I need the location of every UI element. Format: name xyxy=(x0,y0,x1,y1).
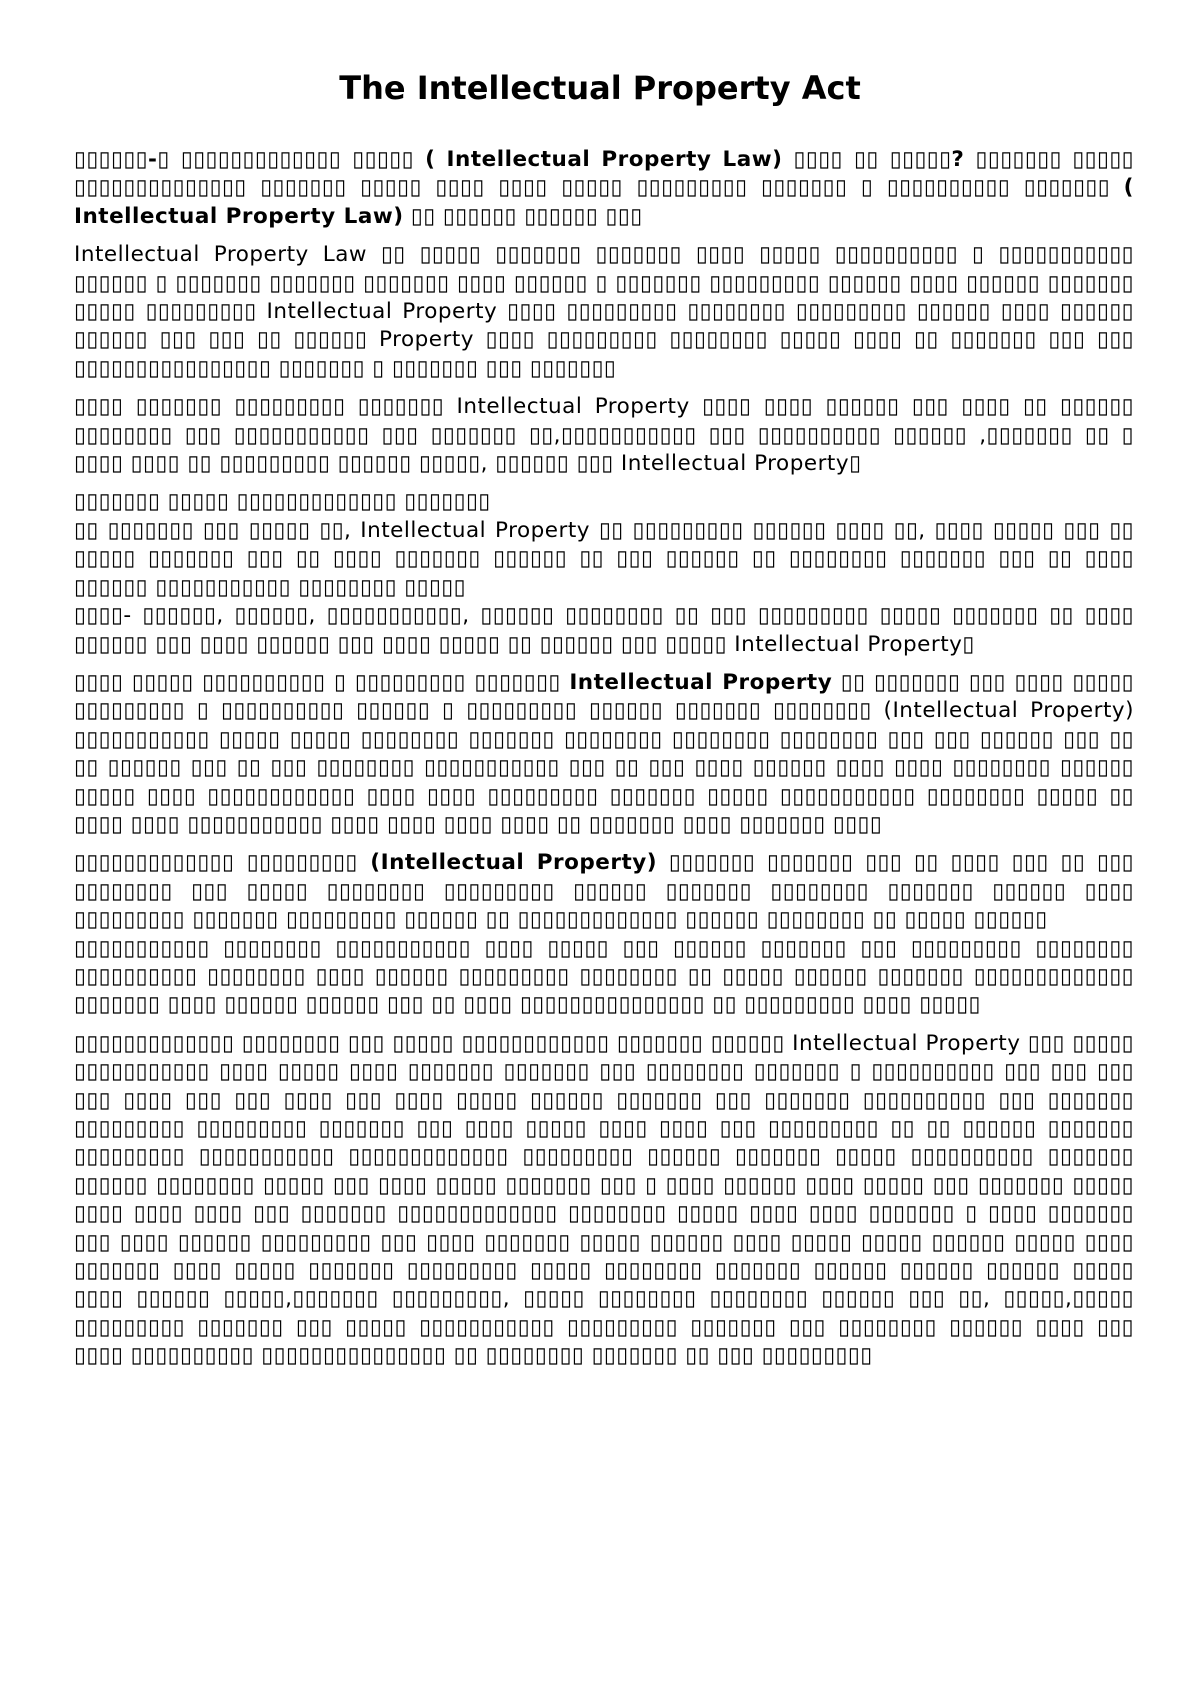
text-run: ▯▯▯▯ ▯▯▯▯▯ ▯▯▯▯▯▯▯▯▯▯ ▯ ▯▯▯▯▯▯▯▯▯ ▯▯▯▯▯▯▯ xyxy=(74,669,570,695)
paragraph xyxy=(74,517,1134,602)
bold-text-run: ( Intellectual Property Law) xyxy=(74,175,1134,229)
bold-text-run: ▯▯▯▯▯▯▯▯▯▯▯▯▯ ▯▯▯▯▯▯▯▯▯ xyxy=(74,850,371,876)
document-body xyxy=(74,146,1134,1381)
text-run: ▯▯▯▯▯▯▯▯▯▯▯▯▯ ▯▯▯▯▯▯▯▯ ▯▯▯ ▯▯▯▯▯ ▯▯▯▯▯▯▯▯▯▯▯▯ ▯▯▯▯▯▯▯ ▯▯▯▯▯▯ Intellectual Property ▯▯▯ ▯▯▯▯▯ ▯▯▯▯▯▯▯▯▯▯▯ ▯▯▯▯ ▯▯▯▯▯ ▯▯▯▯ ▯▯▯▯▯▯▯ ▯▯▯▯▯▯▯ ▯▯▯ ▯▯▯▯▯▯▯▯ ▯▯▯▯▯▯▯ ▯ ▯▯▯▯▯▯▯▯▯▯ ▯▯▯ ▯▯▯ ▯▯▯ ▯▯▯ ▯▯▯▯ ▯▯▯ ▯▯▯ ▯▯▯▯ ▯▯▯ ▯▯▯▯ ▯▯▯▯▯ ▯▯▯▯▯▯ ▯▯▯▯▯▯▯ ▯▯▯ ▯▯▯▯▯▯▯ ▯▯▯▯▯▯▯▯▯▯ ▯▯▯ ▯▯▯▯▯▯▯ ▯▯▯▯▯▯▯▯▯ ▯▯▯▯▯▯▯▯▯ ▯▯▯▯▯▯▯ ▯▯▯ ▯▯▯▯ ▯▯▯▯▯ ▯▯▯▯ ▯▯▯▯ ▯▯▯ ▯▯▯▯▯▯▯▯▯ ▯▯ ▯▯ ▯▯▯▯▯▯ ▯▯▯▯▯▯▯ ▯▯▯▯▯▯▯▯▯ ▯▯▯▯▯▯▯▯▯▯▯ ▯▯▯▯▯▯▯▯▯▯▯▯▯ ▯▯▯▯▯▯▯▯▯ ▯▯▯▯▯▯ ▯▯▯▯▯▯▯ ▯▯▯▯▯ ▯▯▯▯▯▯▯▯▯▯ ▯▯▯▯▯▯▯ ▯▯▯▯▯▯ ▯▯▯▯▯▯▯▯ ▯▯▯▯▯ ▯▯▯ ▯▯▯▯ ▯▯▯▯▯ ▯▯▯▯▯▯▯ ▯▯▯ ▯ ▯▯▯▯ ▯▯▯▯▯▯ ▯▯▯▯ ▯▯▯▯▯ ▯▯▯ ▯▯▯▯▯▯▯ ▯▯▯▯▯ ▯▯▯▯ ▯▯▯▯ ▯▯▯▯ ▯▯▯ ▯▯▯▯▯▯▯ ▯▯▯▯▯▯▯▯▯▯▯▯▯ ▯▯▯▯▯▯▯▯ ▯▯▯▯▯ ▯▯▯▯ ▯▯▯▯ ▯▯▯▯▯▯▯ ▯ ▯▯▯▯ ▯▯▯▯▯▯▯ ▯▯▯ ▯▯▯▯ ▯▯▯▯▯▯ ▯▯▯▯▯▯▯▯▯ ▯▯▯ ▯▯▯▯ ▯▯▯▯▯▯▯ ▯▯▯▯▯ ▯▯▯▯▯▯ ▯▯▯▯ ▯▯▯▯▯ ▯▯▯▯▯ ▯▯▯▯▯▯ ▯▯▯▯▯ ▯▯▯▯ ▯▯▯▯▯▯▯ ▯▯▯▯ ▯▯▯▯▯ ▯▯▯▯▯▯▯ ▯▯▯▯▯▯▯▯▯ ▯▯▯▯▯ ▯▯▯▯▯▯▯▯ ▯▯▯▯▯▯▯ ▯▯▯▯▯▯ ▯▯▯▯▯▯ ▯▯▯▯▯▯ ▯▯▯▯▯ ▯▯▯▯ ▯▯▯▯▯▯ ▯▯▯▯▯,▯▯▯▯▯▯▯ ▯▯▯▯▯▯▯▯▯, ▯▯▯▯▯ ▯▯▯▯▯▯▯▯ ▯▯▯▯▯▯▯▯ ▯▯▯▯▯▯ ▯▯▯ ▯▯, ▯▯▯▯▯,▯▯▯▯▯ ▯▯▯▯▯▯▯▯▯ ▯▯▯▯▯▯▯ ▯▯▯ ▯▯▯▯▯ ▯▯▯▯▯▯▯▯▯▯▯ ▯▯▯▯▯▯▯▯▯ ▯▯▯▯▯▯▯ ▯▯▯ ▯▯▯▯▯▯▯▯ ▯▯▯▯▯▯ ▯▯▯▯ ▯▯▯ ▯▯▯▯ ▯▯▯▯▯▯▯▯▯▯ ▯▯▯▯▯▯▯▯▯▯▯▯▯▯▯ ▯▯ ▯▯▯▯▯▯▯▯ ▯▯▯▯▯▯▯ ▯▯ ▯▯▯ ▯▯▯▯▯▯▯▯▯ xyxy=(74,1030,1134,1369)
paragraph xyxy=(74,1030,1134,1371)
text-run: ▯▯ ▯▯▯▯▯▯▯ ▯▯▯ ▯▯▯▯ ▯▯▯▯▯ ▯▯▯▯▯▯▯▯▯ ▯ ▯▯▯▯▯▯▯▯▯▯ ▯▯▯▯▯▯ ▯ ▯▯▯▯▯▯▯▯▯ ▯▯▯▯▯▯ ▯▯▯▯▯▯▯ ▯▯▯▯▯▯▯▯ (Intellectual Property) ▯▯▯▯▯▯▯▯▯▯▯ ▯▯▯▯▯ ▯▯▯▯▯ ▯▯▯▯▯▯▯▯ ▯▯▯▯▯▯▯ ▯▯▯▯▯▯▯▯ ▯▯▯▯▯▯▯▯ ▯▯▯▯▯▯▯▯ ▯▯▯ ▯▯▯ ▯▯▯▯▯▯ ▯▯▯ ▯▯ ▯▯ ▯▯▯▯▯▯ ▯▯▯ ▯▯ ▯▯▯ ▯▯▯▯▯▯▯▯ ▯▯▯▯▯▯▯▯▯▯▯ ▯▯▯ ▯▯ ▯▯▯ ▯▯▯▯ ▯▯▯▯▯▯ ▯▯▯▯ ▯▯▯▯ ▯▯▯▯▯▯▯▯ ▯▯▯▯▯▯ ▯▯▯▯▯ ▯▯▯▯ ▯▯▯▯▯▯▯▯▯▯▯▯ ▯▯▯▯ ▯▯▯▯ ▯▯▯▯▯▯▯▯▯ ▯▯▯▯▯▯▯ ▯▯▯▯▯ ▯▯▯▯▯▯▯▯▯▯▯ ▯▯▯▯▯▯▯▯ ▯▯▯▯▯ ▯▯ ▯▯▯▯ ▯▯▯▯ ▯▯▯▯▯▯▯▯▯▯▯ ▯▯▯▯ ▯▯▯▯ ▯▯▯▯ ▯▯▯▯ ▯▯ ▯▯▯▯▯▯▯ ▯▯▯▯ ▯▯▯▯▯▯▯ ▯▯▯▯ xyxy=(74,669,1134,837)
text-run: ▯▯▯▯▯▯▯ ▯▯▯▯▯▯▯ ▯▯▯ ▯▯ ▯▯▯▯ ▯▯▯ ▯▯ ▯▯▯ ▯▯▯▯▯▯▯▯ ▯▯▯ ▯▯▯▯▯ ▯▯▯▯▯▯▯▯ ▯▯▯▯▯▯▯▯▯ ▯▯▯▯▯▯ ▯▯▯▯▯▯▯ ▯▯▯▯▯▯▯▯ ▯▯▯▯▯▯▯ ▯▯▯▯▯▯ ▯▯▯▯ ▯▯▯▯▯▯▯▯▯ ▯▯▯▯▯▯▯ ▯▯▯▯▯▯▯▯▯ ▯▯▯▯▯▯ ▯▯ ▯▯▯▯▯▯▯▯▯▯▯▯▯ ▯▯▯▯▯▯ ▯▯▯▯▯▯▯▯ ▯▯ ▯▯▯▯▯ ▯▯▯▯▯▯ xyxy=(74,850,1134,933)
bold-text-run: ▯▯▯▯▯▯-▯ ▯▯▯▯▯▯▯▯▯▯▯▯▯ ▯▯▯▯▯ xyxy=(74,147,426,172)
bold-text-run: ( Intellectual Property Law) xyxy=(425,147,783,172)
bold-text-run: ▯▯▯▯ ▯▯ ▯▯▯▯▯? xyxy=(782,147,976,172)
text-run: ▯▯▯▯ ▯▯▯▯▯▯▯ ▯▯▯▯▯▯▯▯▯ ▯▯▯▯▯▯▯ Intellectual Property ▯▯▯▯ ▯▯▯▯ ▯▯▯▯▯▯ ▯▯▯ ▯▯▯▯ ▯▯ ▯▯▯▯▯▯ ▯▯▯▯▯▯▯▯ ▯▯▯ ▯▯▯▯▯▯▯▯▯▯▯ ▯▯▯ ▯▯▯▯▯▯▯ ▯▯,▯▯▯▯▯▯▯▯▯▯▯ ▯▯▯ ▯▯▯▯▯▯▯▯▯▯ ▯▯▯▯▯▯ ,▯▯▯▯▯▯▯ ▯▯ ▯ ▯▯▯▯ ▯▯▯▯ ▯▯ ▯▯▯▯▯▯▯▯▯ ▯▯▯▯▯▯ ▯▯▯▯▯, ▯▯▯▯▯▯ ▯▯▯ Intellectual Property▯ xyxy=(74,394,1134,477)
document-title: The Intellectual Property Act xyxy=(339,69,861,107)
paragraph xyxy=(74,488,1134,516)
paragraph xyxy=(74,241,1134,383)
text-run: ▯▯▯▯▯▯▯▯▯▯▯ ▯▯▯▯▯▯▯▯ ▯▯▯▯▯▯▯▯▯▯▯ ▯▯▯▯ ▯▯▯▯▯ ▯▯▯ ▯▯▯▯▯▯ ▯▯▯▯▯▯▯ ▯▯▯ ▯▯▯▯▯▯▯▯▯ ▯▯▯▯▯▯▯▯ ▯▯▯▯▯▯▯▯▯▯ ▯▯▯▯▯▯▯▯ ▯▯▯▯ ▯▯▯▯▯▯ ▯▯▯▯▯▯▯▯▯ ▯▯▯▯▯▯▯▯ ▯▯ ▯▯▯▯▯ ▯▯▯▯▯▯ ▯▯▯▯▯▯▯ ▯▯▯▯▯▯▯▯▯▯▯▯▯ ▯▯▯▯▯▯▯ ▯▯▯▯ ▯▯▯▯▯▯ ▯▯▯▯▯▯ ▯▯▯ ▯▯ ▯▯▯▯ ▯▯▯▯▯▯▯▯▯▯▯▯▯▯▯ ▯▯ ▯▯▯▯▯▯▯▯▯ ▯▯▯▯ ▯▯▯▯▯ xyxy=(74,935,1134,1018)
paragraph xyxy=(74,602,1134,659)
text-run: ▯▯ ▯▯▯▯▯▯▯ ▯▯▯ ▯▯▯▯▯ ▯▯, Intellectual Property ▯▯ ▯▯▯▯▯▯▯▯▯ ▯▯▯▯▯▯ ▯▯▯▯ ▯▯, ▯▯▯▯ ▯▯▯▯▯ ▯▯▯ ▯▯ ▯▯▯▯▯ ▯▯▯▯▯▯▯ ▯▯▯ ▯▯ ▯▯▯▯ ▯▯▯▯▯▯▯ ▯▯▯▯▯▯ ▯▯ ▯▯▯ ▯▯▯▯▯▯ ▯▯ ▯▯▯▯▯▯▯▯ ▯▯▯▯▯▯▯ ▯▯▯ ▯▯ ▯▯▯▯ ▯▯▯▯▯▯ ▯▯▯▯▯▯▯▯▯▯▯ ▯▯▯▯▯▯▯▯ ▯▯▯▯▯ xyxy=(74,517,1134,600)
paragraph xyxy=(74,935,1134,1020)
bold-text-run: (Intellectual Property) xyxy=(370,850,658,876)
paragraph xyxy=(74,146,1134,231)
text-run: ▯▯▯▯▯▯▯ ▯▯▯▯▯ ▯▯▯▯▯▯▯▯▯▯▯▯▯ ▯▯▯▯▯▯▯ xyxy=(74,489,491,515)
text-run: ▯▯ ▯▯▯▯▯▯ ▯▯▯▯▯▯ ▯▯▯ xyxy=(403,203,643,229)
paragraph xyxy=(74,849,1134,934)
text-run: ▯▯▯▯- ▯▯▯▯▯▯, ▯▯▯▯▯▯, ▯▯▯▯▯▯▯▯▯▯▯, ▯▯▯▯▯▯ ▯▯▯▯▯▯▯▯ ▯▯ ▯▯▯ ▯▯▯▯▯▯▯▯▯ ▯▯▯▯▯ ▯▯▯▯▯▯▯ ▯▯ ▯▯▯▯ ▯▯▯▯▯▯ ▯▯▯ ▯▯▯▯ ▯▯▯▯▯▯ ▯▯▯ ▯▯▯▯ ▯▯▯▯▯ ▯▯ ▯▯▯▯▯▯ ▯▯▯ ▯▯▯▯▯ Intellectual Property▯ xyxy=(74,603,1134,657)
bold-text-run: Intellectual Property xyxy=(569,669,833,695)
paragraph xyxy=(74,669,1134,839)
text-run: ▯▯▯▯▯▯▯ ▯▯▯▯▯ ▯▯▯▯▯▯▯▯▯▯▯▯▯▯ ▯▯▯▯▯▯▯ ▯▯▯▯▯ ▯▯▯▯ ▯▯▯▯ ▯▯▯▯▯ ▯▯▯▯▯▯▯▯▯ ▯▯▯▯▯▯▯ ▯ ▯▯▯▯▯▯▯▯▯▯ ▯▯▯▯▯▯▯ xyxy=(74,147,1135,201)
text-run: Intellectual Property Law ▯▯ ▯▯▯▯▯ ▯▯▯▯▯▯▯ ▯▯▯▯▯▯▯ ▯▯▯▯ ▯▯▯▯▯ ▯▯▯▯▯▯▯▯▯▯ ▯ ▯▯▯▯▯▯▯▯▯▯▯ ▯▯▯▯▯▯ ▯ ▯▯▯▯▯▯▯ ▯▯▯▯▯▯▯ ▯▯▯▯▯▯▯ ▯▯▯▯ ▯▯▯▯▯▯ ▯ ▯▯▯▯▯▯▯ ▯▯▯▯▯▯▯▯▯ ▯▯▯▯▯▯ ▯▯▯▯ ▯▯▯▯▯▯ ▯▯▯▯▯▯▯ ▯▯▯▯▯ ▯▯▯▯▯▯▯▯▯ Intellectual Property ▯▯▯▯ ▯▯▯▯▯▯▯▯▯ ▯▯▯▯▯▯▯▯ ▯▯▯▯▯▯▯▯▯ ▯▯▯▯▯▯ ▯▯▯▯ ▯▯▯▯▯▯ ▯▯▯▯▯▯ ▯▯▯ ▯▯▯ ▯▯ ▯▯▯▯▯▯ Property ▯▯▯▯ ▯▯▯▯▯▯▯▯▯ ▯▯▯▯▯▯▯▯ ▯▯▯▯▯ ▯▯▯▯ ▯▯ ▯▯▯▯▯▯▯ ▯▯▯ ▯▯▯ ▯▯▯▯▯▯▯▯▯▯▯▯▯▯▯▯ ▯▯▯▯▯▯▯ ▯ ▯▯▯▯▯▯▯ ▯▯▯ ▯▯▯▯▯▯▯ xyxy=(74,242,1134,381)
paragraph xyxy=(74,393,1134,478)
